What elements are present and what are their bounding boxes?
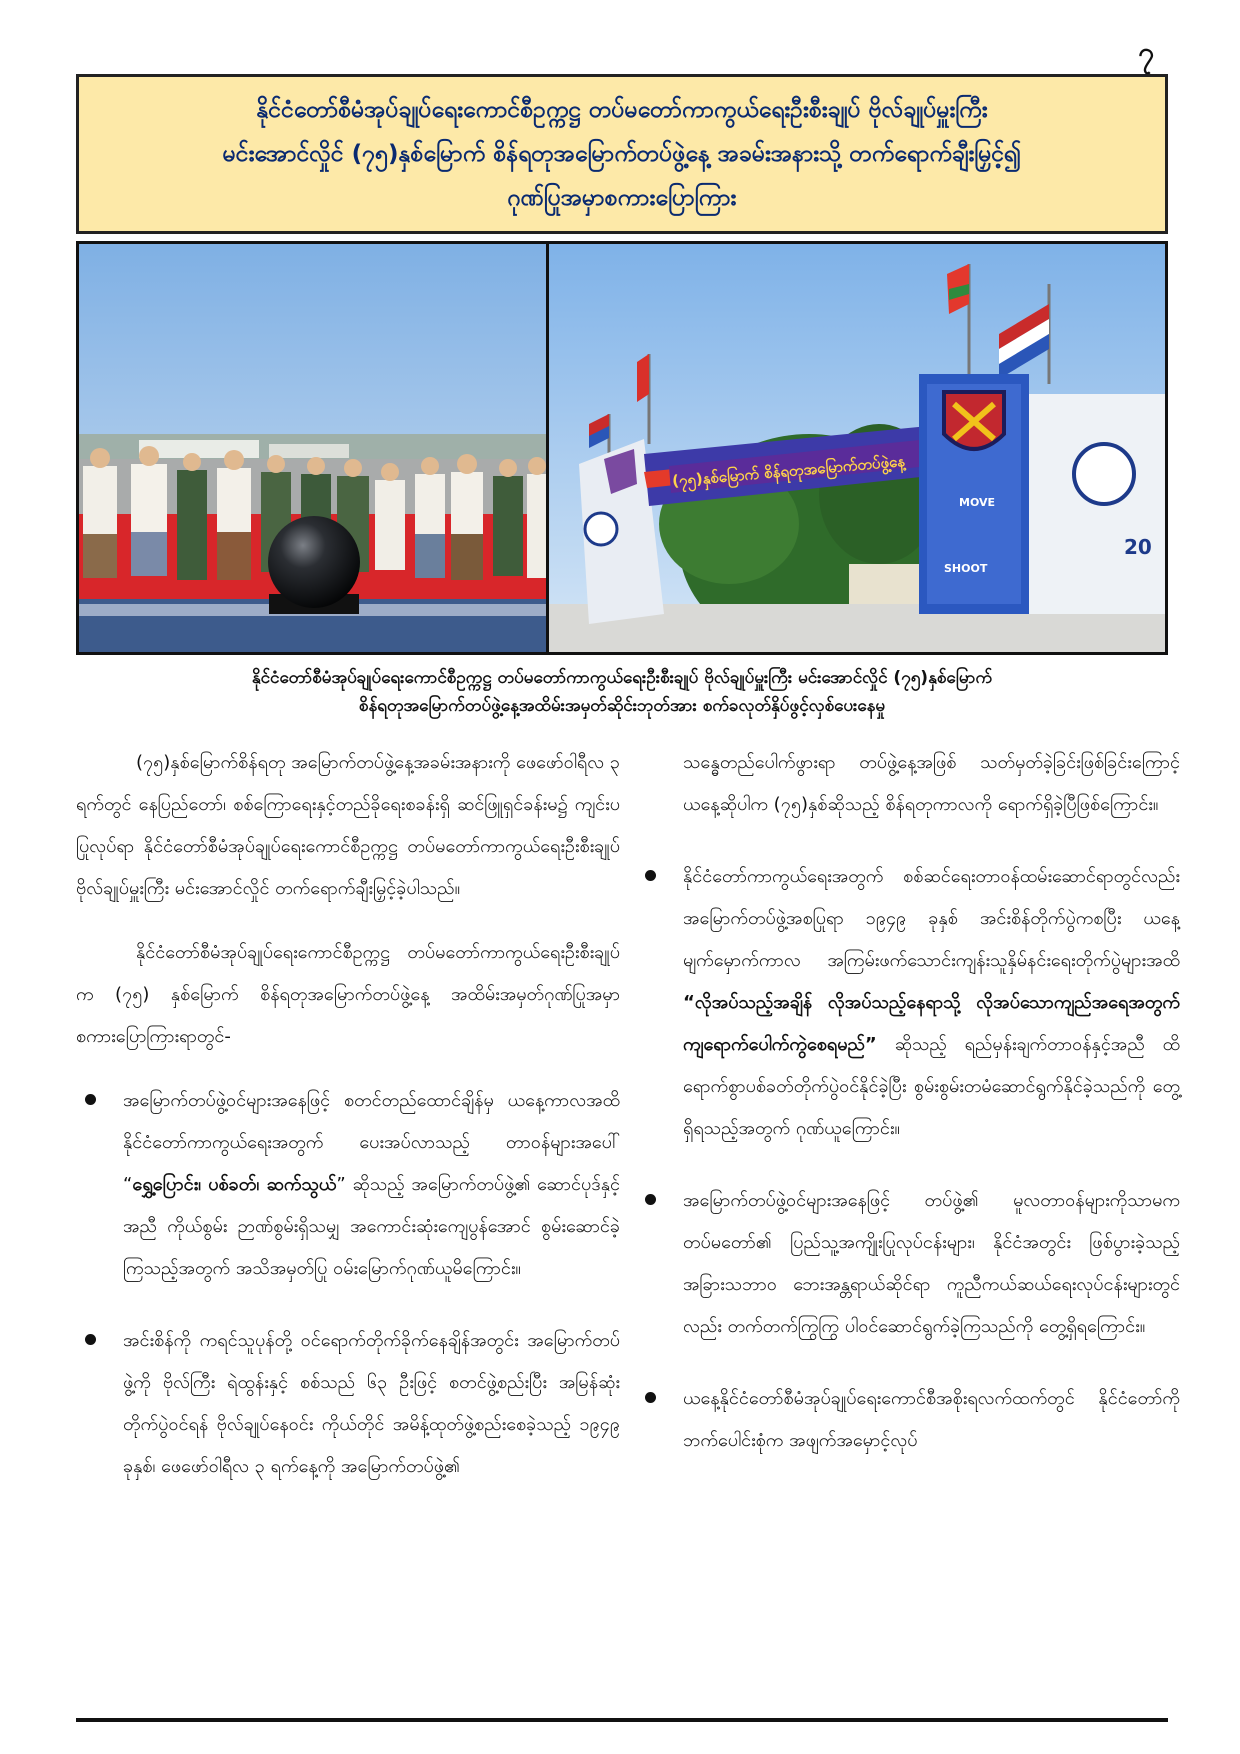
ceremony-photo [79, 244, 546, 652]
bullet-dot [645, 870, 656, 881]
bullet-text: ဆိုသည့် ရည်မှန်းချက်တာဝန်နှင့်အညီ ထိရောက်စွာပစ်ခတ်တိုက်ပွဲဝင်နိုင်ခဲ့ပြီး စွမ်းစွမ်းတမံဆောင်ရွက်နိုင်ခဲ့သည်ကို တွေ့ရှိရသည့်အတွက် ဂုဏ်ယူကြောင်း။ [683, 1034, 1180, 1139]
headline-box [76, 74, 1168, 234]
bullet-text: အမြောက်တပ်ဖွဲ့ဝင်များအနေဖြင့် စတင်တည်ထောင်ချိန်မှ ယနေ့ကာလအထိ နိုင်ငံတော်ကာကွယ်ရေးအတွက် ပေးအပ်လာသည့် တာဝန်များအပေါ် “ [123, 1090, 620, 1195]
bullet-text: အင်းစိန်ကို ကရင်သူပုန်တို့ ဝင်ရောက်တိုက်ခိုက်နေချိန်အတွင်း အမြောက်တပ်ဖွဲ့ကို ဗိုလ်ကြီး ရဲထွန်းနှင့် စစ်သည် ၆၃ ဦးဖြင့် စတင်ဖွဲ့စည်းပြီး အမြန်ဆုံးတိုက်ပွဲဝင်ရန် ဗိုလ်ချုပ်နေဝင်း ကိုယ်တိုင် အမိန့်ထုတ်ဖွဲ့စည်းစေခဲ့သည့် ၁၉၄၉ ခုနှစ်၊ ဖေဖော်ဝါရီလ ၃ ရက်နေ့ကို အမြောက်တပ်ဖွဲ့၏ [123, 1330, 620, 1477]
speech-intro-paragraph: နိုင်ငံတော်စီမံအုပ်ချုပ်ရေးကောင်စီဥက္ကဋ္ဌ တပ်မတော်ကာကွယ်ရေးဦးစီးချုပ်က (၇၅) နှစ်မြောက် စိန်ရတုအမြောက်တပ်ဖွဲ့နေ့ အထိမ်းအမှတ်ဂုဏ်ပြုအမှာစကားပြောကြားရာတွင်- [76, 942, 620, 1047]
headline-line-1: နိုင်ငံတော်စီမံအုပ်ချုပ်ရေးကောင်စီဥက္ကဋ္ဌ တပ်မတော်ကာကွယ်ရေးဦးစီးချုပ် ဗိုလ်ချုပ်မှူးကြီး [256, 97, 988, 123]
bullet-item-motto [76, 1080, 620, 1290]
caption-line-1: နိုင်ငံတော်စီမံအုပ်ချုပ်ရေးကောင်စီဥက္ကဋ္ဌ တပ်မတော်ကာကွယ်ရေးဦးစီးချုပ် ဗိုလ်ချုပ်မှူးကြီး မင်းအောင်လှိုင် (၇၅)နှစ်မြောက် [251, 668, 993, 688]
caption-line-2: စိန်ရတုအမြောက်တပ်ဖွဲ့နေ့အထိမ်းအမှတ်ဆိုင်းဘုတ်အား စက်ခလုတ်နှိပ်ဖွင့်လှစ်ပေးနေမှု [358, 696, 886, 716]
intro-paragraph: (၇၅)နှစ်မြောက်စိန်ရတု အမြောက်တပ်ဖွဲ့နေ့အခမ်းအနားကို ဖေဖော်ဝါရီလ ၃ ရက်တွင် နေပြည်တော်၊ စစ်ကြောရေးနှင့်တည်ခိုရေးစခန်းရှိ ဆင်ဖြူရှင်ခန်းမ၌ ကျင်းပပြုလုပ်ရာ နိုင်ငံတော်စီမံအုပ်ချုပ်ရေးကောင်စီဥက္ကဋ္ဌ တပ်မတော်ကာကွယ်ရေးဦးစီးချုပ် ဗိုလ်ချုပ်မှူးကြီး မင်းအောင်လှိုင် တက်ရောက်ချီးမြှင့်ခဲ့ပါသည်။ [76, 752, 620, 899]
bullet-dot [645, 1392, 656, 1403]
photo-frame [76, 241, 1168, 655]
bullet-item-operations [636, 856, 1180, 1150]
page-number: ၇ [1138, 36, 1154, 69]
bullet-text: ” ဆိုသည့် အမြောက်တပ်ဖွဲ့၏ ဆောင်ပုဒ်နှင့်အညီ ကိုယ်စွမ်း ဉာဏ်စွမ်းရှိသမျှ အကောင်းဆုံးကျေပွန်အောင် စွမ်းဆောင်ခဲ့ကြသည့်အတွက် အသိအမှတ်ပြု ဝမ်းမြောက်ဂုဏ်ယူမိကြောင်း။ [123, 1174, 620, 1279]
bullet-text: အမြောက်တပ်ဖွဲ့ဝင်များအနေဖြင့် တပ်ဖွဲ့၏ မူလတာဝန်များကိုသာမက တပ်မတော်၏ ပြည်သူ့အကျိုးပြုလုပ်ငန်းများ၊ နိုင်ငံအတွင်း ဖြစ်ပွားခဲ့သည့် အခြားသဘာဝ ဘေးအန္တရာယ်ဆိုင်ရာ ကူညီကယ်ဆယ်ရေးလုပ်ငန်းများတွင်လည်း တက်တက်ကြွကြွ ပါဝင်ဆောင်ရွက်ခဲ့ကြသည်ကို တွေ့ရှိရကြောင်း။ [683, 1190, 1180, 1337]
bullet-text: ယနေ့နိုင်ငံတော်စီမံအုပ်ချုပ်ရေးကောင်စီအစိုးရလက်ထက်တွင် နိုင်ငံတော်ကို ဘက်ပေါင်းစုံက အဖျက်အမှောင့်လုပ် [683, 1388, 1180, 1451]
bullet-text: နိုင်ငံတော်ကာကွယ်ရေးအတွက် စစ်ဆင်ရေးတာဝန်ထမ်းဆောင်ရာတွင်လည်း အမြောက်တပ်ဖွဲ့အစပြုရာ ၁၉၄၉ ခုနှစ် အင်းစိန်တိုက်ပွဲကစပြီး ယနေ့မျက်မှောက်ကာလ အကြမ်းဖက်သောင်းကျန်းသူနှိမ်နင်းရေးတိုက်ပွဲများအထိ [683, 866, 1180, 971]
arch-banner-text: (၇၅)နှစ်မြောက် စိန်ရတုအမြောက်တပ်ဖွဲ့နေ့ [671, 451, 906, 491]
pillar-side-text: 20 [1124, 535, 1152, 559]
headline-line-2: မင်းအောင်လှိုင် (၇၅)နှစ်မြောက် စိန်ရတုအမြောက်တပ်ဖွဲ့နေ့ အခမ်းအနားသို့ တက်ရောက်ချီးမြှင့်၍ [222, 141, 1022, 167]
bullet-dot [85, 1094, 96, 1105]
pillar-move-text: MOVE [959, 496, 996, 509]
right-column [636, 742, 1180, 1492]
mission-bold-text: “လိုအပ်သည့်အချိန် လိုအပ်သည့်နေရာသို့ လိုအပ်သောကျည်အရေအတွက် ကျရောက်ပေါက်ကွဲစေရမည်” [683, 992, 1180, 1055]
photo-caption [76, 664, 1168, 720]
footer-rule [76, 1718, 1168, 1722]
bullet-item-relief-work [636, 1180, 1180, 1348]
arch-photo [549, 244, 1165, 652]
pillar-shoot-text: SHOOT [944, 562, 988, 575]
headline-line-3: ဂုဏ်ပြုအမှာစကားပြောကြား [507, 185, 737, 211]
ceremony-sphere [268, 516, 360, 608]
bullet-dot [85, 1334, 96, 1345]
left-column [76, 742, 620, 1518]
bullet-dot [645, 1194, 656, 1205]
bullet-item-current-era [636, 1378, 1180, 1462]
motto-bold-text: ရွှေ့ပြောင်း၊ ပစ်ခတ်၊ ဆက်သွယ် [132, 1174, 337, 1195]
bullet-item-founding [76, 1320, 620, 1488]
continued-bullet-text: သန္ဓေတည်ပေါက်ဖွားရာ တပ်ဖွဲ့နေ့အဖြစ် သတ်မှတ်ခဲ့ခြင်းဖြစ်ခြင်းကြောင့် ယနေ့ဆိုပါက (၇၅)နှစ်ဆိုသည့် စိန်ရတုကာလကို ရောက်ရှိခဲ့ပြီဖြစ်ကြောင်း။ [683, 752, 1180, 815]
